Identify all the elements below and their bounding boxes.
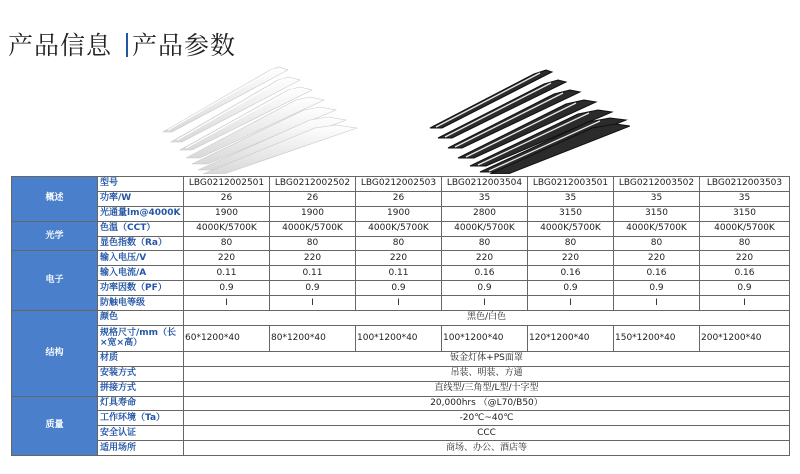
label-input-voltage: 输入电压/V bbox=[98, 251, 184, 266]
row-dimensions bbox=[12, 325, 790, 351]
cell-model: LBG0212002503 bbox=[356, 177, 442, 192]
cell-power: 35 bbox=[528, 191, 614, 206]
cell-applications: 商场、办公、酒店等 bbox=[184, 441, 790, 456]
row-model bbox=[12, 177, 790, 192]
label-shock-protection: 防触电等级 bbox=[98, 296, 184, 311]
cell-power-factor: 0.9 bbox=[270, 281, 356, 296]
cell-power: 35 bbox=[442, 191, 528, 206]
cell-splicing: 直线型/三角型/L型/十字型 bbox=[184, 381, 790, 396]
spec-table bbox=[11, 176, 790, 456]
category-structure: 结构 bbox=[12, 311, 98, 397]
label-splicing: 拼接方式 bbox=[98, 381, 184, 396]
row-power bbox=[12, 191, 790, 206]
cell-cri: 80 bbox=[700, 236, 790, 251]
cell-cct: 4000K/5700K bbox=[614, 221, 700, 236]
label-model: 型号 bbox=[98, 177, 184, 192]
header bbox=[0, 0, 800, 66]
cell-cri: 80 bbox=[442, 236, 528, 251]
row-lifespan bbox=[12, 396, 790, 411]
cell-cct: 4000K/5700K bbox=[528, 221, 614, 236]
cell-shock-protection: I bbox=[528, 296, 614, 311]
cell-power-factor: 0.9 bbox=[356, 281, 442, 296]
cell-material: 钣金灯体+PS面罩 bbox=[184, 351, 790, 366]
product-photos bbox=[0, 66, 800, 174]
label-dimensions: 规格尺寸/mm（长×宽×高） bbox=[98, 325, 184, 351]
label-lifespan: 灯具寿命 bbox=[98, 396, 184, 411]
cell-power: 26 bbox=[270, 191, 356, 206]
cell-power-factor: 0.9 bbox=[700, 281, 790, 296]
label-power-factor: 功率因数（PF） bbox=[98, 281, 184, 296]
label-power: 功率/W bbox=[98, 191, 184, 206]
title-separator bbox=[126, 33, 128, 57]
cell-input-voltage: 220 bbox=[442, 251, 528, 266]
cell-power-factor: 0.9 bbox=[614, 281, 700, 296]
row-certification bbox=[12, 426, 790, 441]
row-cct bbox=[12, 221, 790, 236]
cell-dimensions: 120*1200*40 bbox=[528, 325, 614, 351]
cell-model: LBG0212003501 bbox=[528, 177, 614, 192]
cell-cri: 80 bbox=[270, 236, 356, 251]
title-product-info: 产品信息 bbox=[8, 31, 113, 60]
cell-cri: 80 bbox=[184, 236, 270, 251]
label-cri: 显色指数（Ra） bbox=[98, 236, 184, 251]
label-installation: 安装方式 bbox=[98, 366, 184, 381]
cell-cri: 80 bbox=[614, 236, 700, 251]
cell-dimensions: 150*1200*40 bbox=[614, 325, 700, 351]
row-input-voltage bbox=[12, 251, 790, 266]
cell-model: LBG0212003504 bbox=[442, 177, 528, 192]
cell-luminous-flux: 3150 bbox=[528, 206, 614, 221]
cell-cri: 80 bbox=[528, 236, 614, 251]
label-color: 颜色 bbox=[98, 311, 184, 326]
cell-input-voltage: 220 bbox=[700, 251, 790, 266]
row-ambient-temp bbox=[12, 411, 790, 426]
cell-power-factor: 0.9 bbox=[528, 281, 614, 296]
cell-input-current: 0.16 bbox=[700, 266, 790, 281]
category-overview: 概述 bbox=[12, 177, 98, 222]
cell-cct: 4000K/5700K bbox=[356, 221, 442, 236]
cell-model: LBG0212003502 bbox=[614, 177, 700, 192]
cell-power: 35 bbox=[614, 191, 700, 206]
label-input-current: 输入电流/A bbox=[98, 266, 184, 281]
cell-shock-protection: I bbox=[614, 296, 700, 311]
cell-cct: 4000K/5700K bbox=[270, 221, 356, 236]
cell-input-voltage: 220 bbox=[614, 251, 700, 266]
cell-cct: 4000K/5700K bbox=[700, 221, 790, 236]
cell-shock-protection: I bbox=[442, 296, 528, 311]
row-installation bbox=[12, 366, 790, 381]
cell-input-voltage: 220 bbox=[528, 251, 614, 266]
cell-luminous-flux: 3150 bbox=[614, 206, 700, 221]
category-quality: 质量 bbox=[12, 396, 98, 456]
cell-dimensions: 100*1200*40 bbox=[442, 325, 528, 351]
cell-dimensions: 200*1200*40 bbox=[700, 325, 790, 351]
cell-input-voltage: 220 bbox=[270, 251, 356, 266]
cell-input-current: 0.11 bbox=[184, 266, 270, 281]
row-color bbox=[12, 311, 790, 326]
label-applications: 适用场所 bbox=[98, 441, 184, 456]
cell-input-voltage: 220 bbox=[184, 251, 270, 266]
title-product-params: 产品参数 bbox=[132, 31, 237, 60]
row-shock-protection bbox=[12, 296, 790, 311]
cell-shock-protection: I bbox=[270, 296, 356, 311]
cell-model: LBG0212003503 bbox=[700, 177, 790, 192]
cell-cct: 4000K/5700K bbox=[184, 221, 270, 236]
white-fixtures-image bbox=[150, 66, 380, 174]
category-electronics: 电子 bbox=[12, 251, 98, 311]
cell-certification: CCC bbox=[184, 426, 790, 441]
cell-luminous-flux: 1900 bbox=[270, 206, 356, 221]
black-fixtures-image bbox=[420, 66, 630, 174]
cell-input-current: 0.11 bbox=[270, 266, 356, 281]
cell-luminous-flux: 1900 bbox=[184, 206, 270, 221]
label-ambient-temp: 工作环境（Ta） bbox=[98, 411, 184, 426]
cell-installation: 吊装、明装、方通 bbox=[184, 366, 790, 381]
cell-ambient-temp: -20℃~40℃ bbox=[184, 411, 790, 426]
cell-cri: 80 bbox=[356, 236, 442, 251]
cell-power: 26 bbox=[184, 191, 270, 206]
label-luminous-flux: 光通量lm@4000K bbox=[98, 206, 184, 221]
cell-dimensions: 100*1200*40 bbox=[356, 325, 442, 351]
cell-lifespan: 20,000hrs （@L70/B50） bbox=[184, 396, 790, 411]
cell-input-current: 0.16 bbox=[528, 266, 614, 281]
row-material bbox=[12, 351, 790, 366]
row-splicing bbox=[12, 381, 790, 396]
row-cri bbox=[12, 236, 790, 251]
cell-input-voltage: 220 bbox=[356, 251, 442, 266]
row-power-factor bbox=[12, 281, 790, 296]
label-certification: 安全认证 bbox=[98, 426, 184, 441]
cell-luminous-flux: 3150 bbox=[700, 206, 790, 221]
cell-luminous-flux: 2800 bbox=[442, 206, 528, 221]
cell-color: 黑色/白色 bbox=[184, 311, 790, 326]
cell-input-current: 0.16 bbox=[614, 266, 700, 281]
cell-model: LBG0212002501 bbox=[184, 177, 270, 192]
cell-model: LBG0212002502 bbox=[270, 177, 356, 192]
cell-shock-protection: I bbox=[700, 296, 790, 311]
category-optics: 光学 bbox=[12, 221, 98, 251]
cell-power-factor: 0.9 bbox=[442, 281, 528, 296]
cell-dimensions: 80*1200*40 bbox=[270, 325, 356, 351]
cell-power: 26 bbox=[356, 191, 442, 206]
page-title bbox=[8, 26, 236, 62]
row-applications bbox=[12, 441, 790, 456]
label-material: 材质 bbox=[98, 351, 184, 366]
cell-power: 35 bbox=[700, 191, 790, 206]
cell-input-current: 0.16 bbox=[442, 266, 528, 281]
cell-shock-protection: I bbox=[184, 296, 270, 311]
row-input-current bbox=[12, 266, 790, 281]
cell-power-factor: 0.9 bbox=[184, 281, 270, 296]
cell-dimensions: 60*1200*40 bbox=[184, 325, 270, 351]
cell-input-current: 0.11 bbox=[356, 266, 442, 281]
cell-cct: 4000K/5700K bbox=[442, 221, 528, 236]
label-cct: 色温（CCT） bbox=[98, 221, 184, 236]
cell-luminous-flux: 1900 bbox=[356, 206, 442, 221]
row-luminous-flux bbox=[12, 206, 790, 221]
cell-shock-protection: I bbox=[356, 296, 442, 311]
